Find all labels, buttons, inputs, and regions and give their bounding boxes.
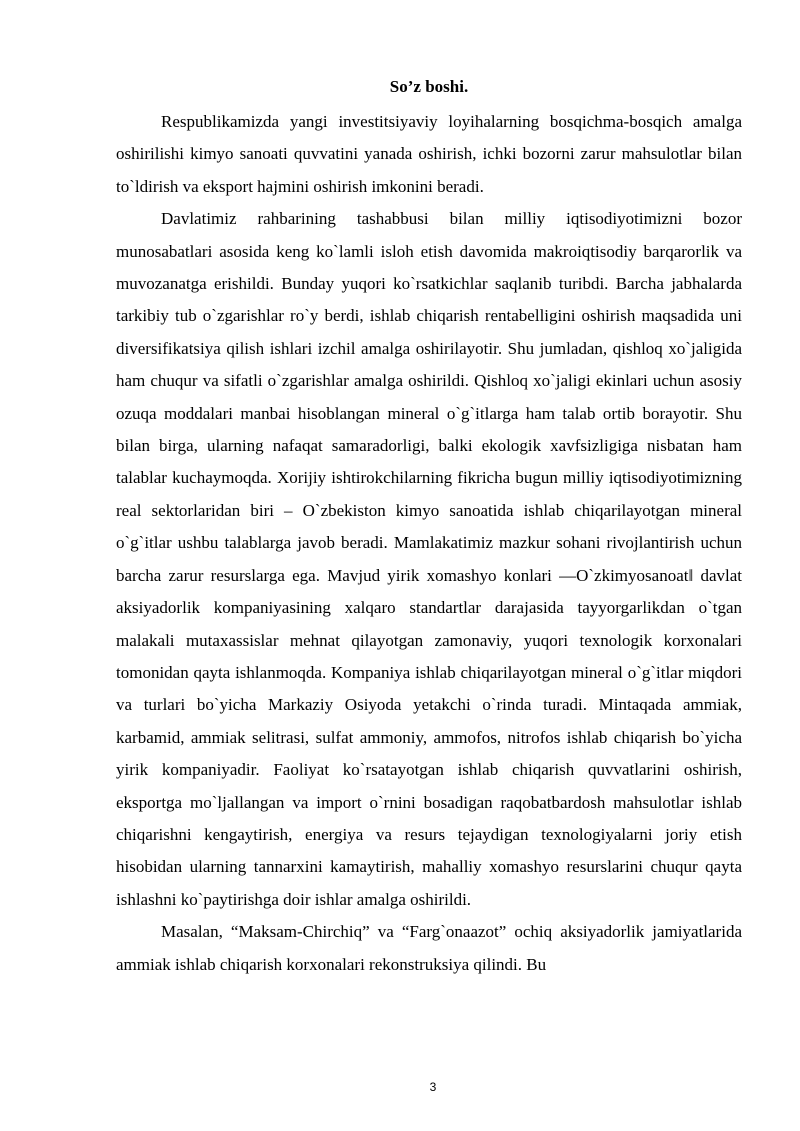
page-number: 3: [429, 1080, 437, 1094]
document-page: [116, 76, 742, 981]
section-title: So’z boshi.: [389, 77, 469, 96]
paragraph-2: Davlatimiz rahbarining tashabbusi bilan milliy iqtisodiyotimizni bozor munosabatlari asosida keng ko`lamli isloh etish davomida makroiqtisodiy barqarorlik va muvozanatga erishildi. Bunday yuqori ko`rsatkichlar saqlanib turibdi. Barcha jabhalarda tarkibiy tub o`zgarishlar ro`y berdi, ishlab chiqarish rentabelligini oshirish maqsadida uni diversifikatsiya qilish ishlari izchil amalga oshirilayotir. Shu jumladan, qishloq xo`jaligida ham chuqur va sifatli o`zgarishlar amalga oshirildi. Qishloq xo`jaligi ekinlari uchun asosiy ozuqa moddalari manbai hisoblangan mineral o`g`itlarga ham talab ortib borayotir. Shu bilan birga, ularning nafaqat samaradorligi, balki ekologik xavfsizligiga nisbatan ham talablar kuchaymoqda. Xorijiy ishtirokchilarning fikricha bugun milliy iqtisodiyotimizning real sektorlaridan biri – O`zbekiston kimyo sanoatida ishlab chiqarilayotgan mineral o`g`itlar ushbu talablarga javob beradi. Mamlakatimiz mazkur sohani rivojlantirish uchun barcha zarur resurslarga ega. Mavjud yirik xomashyo konlari ―O`zkimyosanoat‖ davlat aksiyadorlik kompaniyasining xalqaro standartlar darajasida tayyorgarlikdan o`tgan malakali mutaxassislar mehnat qilayotgan zamonaviy, yuqori texnologik korxonalari tomonidan qayta ishlanmoqda. Kompaniya ishlab chiqarilayotgan mineral o`g`itlar miqdori va turlari bo`yicha Markaziy Osiyoda yetakchi o`rinda turadi. Mintaqada ammiak, karbamid, ammiak selitrasi, sulfat ammoniy, ammofos, nitrofos ishlab chiqarish bo`yicha yirik kompaniyadir. Faoliyat ko`rsatayotgan ishlab chiqarish quvvatlarini oshirish, eksportga mo`ljallangan va import o`rnini bosadigan raqobatbardosh mahsulotlar ishlab chiqarishni kengaytirish, energiya va resurs tejaydigan texnologiyalarni joriy etish hisobidan ularning tannarxini kamaytirish, mahalliy xomashyo resurslarini chuqur qayta ishlashni ko`paytirishga doir ishlar amalga oshirildi.: [116, 209, 742, 909]
paragraph-1: Respublikamizda yangi investitsiyaviy loyihalarning bosqichma-bosqich amalga oshirilishi kimyo sanoati quvvatini yanada oshirish, ichki bozorni zarur mahsulotlar bilan to`ldirish va eksport hajmini oshirish imkonini beradi.: [116, 112, 742, 196]
paragraph-3: Masalan, “Maksam-Chirchiq” va “Farg`onaazot” ochiq aksiyadorlik jamiyatlarida ammiak ishlab chiqarish korxonalari rekonstruksiya qilindi. Bu: [116, 922, 742, 974]
